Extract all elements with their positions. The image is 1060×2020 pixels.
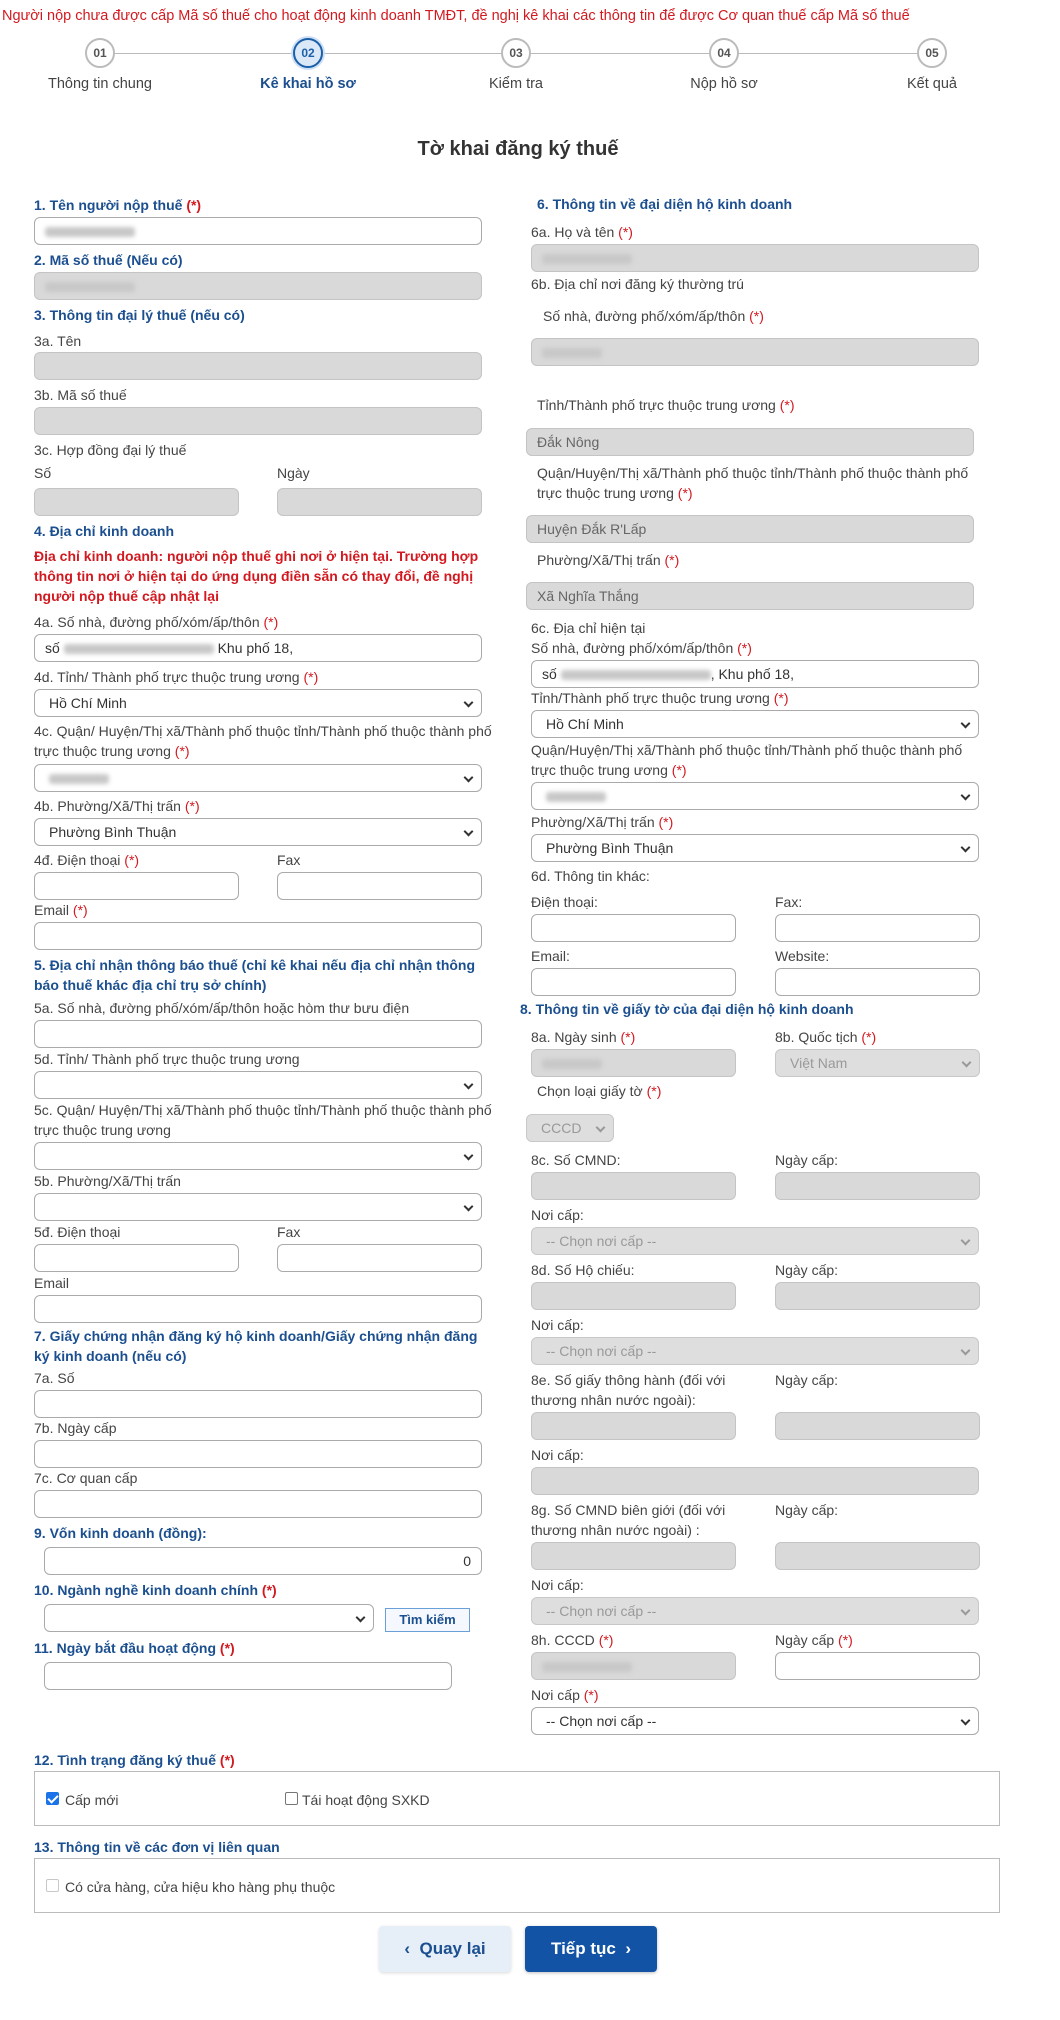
license-number-label: 7a. Số [34,1370,75,1386]
chevron-down-icon [961,1716,971,1726]
label-text: Số nhà, đường phố/xóm/ấp/thôn [531,640,734,656]
id-card-issue-date-label: Ngày cấp: [775,1152,839,1168]
reactivate-checkbox[interactable] [285,1792,298,1805]
main-industry-select[interactable] [44,1604,374,1632]
license-authority-label: 7c. Cơ quan cấp [34,1470,138,1486]
required-marker: (*) [72,902,88,918]
required-marker: (*) [184,798,200,814]
business-ward-label [34,798,200,814]
chevron-down-icon [464,773,474,783]
label-text: Phường Bình Thuận [49,824,177,840]
business-fax-label: Fax [277,852,301,868]
passport-issue-date-label: Ngày cấp: [775,1262,839,1278]
required-marker: (*) [618,224,633,240]
section-2-title: 2. Mã số thuế (Nếu có) [34,252,183,268]
travel-pass-issue-date-label: Ngày cấp: [775,1372,839,1388]
notice-ward-label: 5b. Phường/Xã/Thị trấn [34,1173,181,1189]
new-registration-checkbox[interactable] [46,1792,59,1805]
label-text: -- Chọn nơi cấp -- [546,1233,657,1249]
label-text: 4đ. Điện thoại [34,852,121,868]
label-text: 4b. Phường/Xã/Thị trấn [34,798,181,814]
rep-permanent-street-input [531,338,979,366]
step-1[interactable] [20,38,180,92]
section-10-title [34,1582,277,1598]
label-text: -- Chọn nơi cấp -- [546,1603,657,1619]
step-1-label: Thông tin chung [48,76,152,92]
label-text: 12. Tình trạng đăng ký thuế [34,1752,217,1768]
rep-email-input[interactable] [531,968,736,996]
business-district-label: 4c. Quận/ Huyện/Thị xã/Thành phố thuộc tỉnh/Thành phố thuộc thành phố [34,723,492,739]
chevron-down-icon [464,1202,474,1212]
step-2-label: Kê khai hồ sơ [260,76,356,92]
reactivate-label: Tái hoạt động SXKD [302,1792,430,1808]
step-5[interactable] [852,38,1012,92]
back-button[interactable] [379,1926,511,1972]
border-id-issue-place-select [531,1597,979,1625]
label-text: 10. Ngành nghề kinh doanh chính [34,1582,259,1598]
rep-permanent-street-label [543,308,764,324]
license-date-input[interactable] [34,1440,482,1468]
notice-phone-input[interactable] [34,1244,239,1272]
label-text: trực thuộc trung ương [531,762,668,778]
required-marker: (*) [773,690,789,706]
travel-pass-label-2: thương nhân nước ngoài): [531,1392,696,1408]
label-text: Email [34,902,70,918]
rep-permanent-district-label-2 [537,485,693,501]
chevron-right-icon: › [625,1939,631,1958]
business-province-label [34,669,318,685]
required-marker: (*) [779,397,795,413]
doc-type-select [526,1114,614,1142]
rep-permanent-ward-label [537,552,679,568]
section-8-title: 8. Thông tin về giấy tờ của đại diện hộ kinh doanh [520,1001,854,1017]
notice-district-label-2: trực thuộc trung ương [34,1122,171,1138]
redacted-value [542,1662,632,1672]
rep-other-info-label: 6d. Thông tin khác: [531,868,650,884]
label-text: Việt Nam [790,1055,848,1071]
business-ward-select[interactable] [34,818,482,846]
required-marker: (*) [677,485,693,501]
travel-pass-input [531,1412,736,1440]
required-marker: (*) [219,1752,235,1768]
label-text: 11. Ngày bắt đầu hoạt động [34,1640,217,1656]
section-6-title: 6. Thông tin về đại diện hộ kinh doanh [537,196,793,212]
rep-permanent-ward-input: Xã Nghĩa Thắng [526,582,974,610]
required-marker: (*) [671,762,687,778]
border-id-input [531,1542,736,1570]
notice-email-input[interactable] [34,1295,482,1323]
rep-current-address-label: 6c. Địa chỉ hiện tại [531,620,646,636]
label-text: 4a. Số nhà, đường phố/xóm/ấp/thôn [34,614,260,630]
rep-birthdate-input [531,1049,736,1077]
label-text: -- Chọn nơi cấp -- [546,1343,657,1359]
required-marker: (*) [303,669,319,685]
label-text: Hồ Chí Minh [546,716,624,732]
border-id-label: 8g. Số CMND biên giới (đối với [531,1502,726,1518]
cccd-issue-place-label [531,1687,599,1703]
chevron-down-icon [961,1346,971,1356]
required-marker: (*) [263,614,279,630]
rep-website-label: Website: [775,948,830,964]
passport-issue-place-label: Nơi cấp: [531,1317,584,1333]
rep-name-label [531,224,633,240]
license-date-label: 7b. Ngày cấp [34,1420,117,1436]
label-text: -- Chọn nơi cấp -- [546,1713,657,1729]
label-text: 1. Tên người nộp thuế [34,197,183,213]
notice-fax-label: Fax [277,1224,301,1240]
cccd-input [531,1652,736,1680]
required-marker: (*) [598,1632,614,1648]
label-text: Phường/Xã/Thị trấn [537,552,661,568]
notice-text: Người nộp chưa được cấp Mã số thuế cho hoạt động kinh doanh TMĐT, đề nghị kê khai các thông tin để được Cơ quan thuế cấp Mã số thuế [2,8,910,24]
passport-issue-date-input [775,1282,980,1310]
step-4-label: Nộp hồ sơ [690,76,758,92]
label-text: Số nhà, đường phố/xóm/ấp/thôn [543,308,746,324]
notice-street-input[interactable] [34,1020,482,1048]
chevron-down-icon [356,1613,366,1623]
registration-status-box [34,1771,1000,1826]
rep-email-label: Email: [531,948,570,964]
license-number-input[interactable] [34,1390,482,1418]
new-registration-label: Cấp mới [65,1792,119,1808]
next-button[interactable] [525,1926,657,1972]
agent-contract-date-input [277,488,482,516]
id-card-issue-place-label: Nơi cấp: [531,1207,584,1223]
redacted-value [64,644,214,654]
required-marker: (*) [124,852,140,868]
business-phone-label [34,852,139,868]
chevron-down-icon [961,1606,971,1616]
redacted-value [45,282,135,292]
business-street-label [34,614,278,630]
redacted-value [546,792,606,802]
business-email-input[interactable] [34,922,482,950]
label-text: 8h. CCCD [531,1632,595,1648]
rep-nationality-label [775,1029,876,1045]
agent-contract-number-input [34,488,239,516]
rep-permanent-district-label: Quận/Huyện/Thị xã/Thành phố thuộc tỉnh/Thành phố thuộc thành phố [537,465,969,481]
chevron-left-icon: ‹ [404,1939,411,1958]
doc-type-label [537,1083,661,1099]
section-1-title [34,197,201,213]
rep-current-province-label [531,690,789,706]
section-7-title-2: ký kinh doanh (nếu có) [34,1348,187,1364]
label-text: Tỉnh/Thành phố trực thuộc trung ương [531,690,770,706]
chevron-down-icon [962,1058,972,1068]
travel-pass-issue-place-input [531,1467,979,1495]
border-id-label-2: thương nhân nước ngoài) : [531,1522,700,1538]
chevron-down-icon [464,698,474,708]
label-text: Tiếp tục [551,1939,616,1958]
id-card-input [531,1172,736,1200]
border-id-issue-date-label: Ngày cấp: [775,1502,839,1518]
notice-province-select[interactable] [34,1071,482,1099]
business-province-select[interactable] [34,689,482,717]
label-text: số [542,666,557,682]
required-marker: (*) [658,814,674,830]
label-text: CCCD [541,1120,582,1136]
passport-issue-place-select [531,1337,979,1365]
travel-pass-issue-date-input [775,1412,980,1440]
redacted-value [561,670,711,680]
notice-district-label: 5c. Quận/ Huyện/Thị xã/Thành phố thuộc tỉnh/Thành phố thuộc thành phố [34,1102,492,1118]
taxpayer-name-input[interactable] [34,217,482,245]
section-4-title: 4. Địa chỉ kinh doanh [34,523,175,539]
industry-search-button[interactable]: Tìm kiếm [385,1608,470,1632]
license-authority-input[interactable] [34,1490,482,1518]
redacted-value [49,774,109,784]
form-title: Tờ khai đăng ký thuế [417,138,619,160]
label-text: Chọn loại giấy tờ [537,1083,643,1099]
label-text: Hồ Chí Minh [49,695,127,711]
capital-input[interactable]: 0 [44,1547,482,1575]
id-card-label: 8c. Số CMND: [531,1152,621,1168]
section-5-title-2: báo thuế khác địa chỉ trụ sở chính) [34,977,267,993]
required-marker: (*) [174,743,190,759]
chevron-down-icon [961,843,971,853]
step-4-number: 04 [709,38,739,68]
business-phone-input[interactable] [34,872,239,900]
label-text: 6a. Họ và tên [531,224,615,240]
required-marker: (*) [620,1029,636,1045]
rep-fax-input[interactable] [775,914,980,942]
chevron-down-icon [961,791,971,801]
required-marker: (*) [219,1640,235,1656]
cccd-issue-date-input[interactable] [775,1652,980,1680]
required-marker: (*) [737,640,752,656]
step-3-number: 03 [501,38,531,68]
business-district-select[interactable] [34,764,482,792]
agent-contract-date-label: Ngày [277,465,310,481]
step-2-number: 02 [293,38,323,68]
business-address-note: Địa chỉ kinh doanh: người nộp thuế ghi nơi ở hiện tại. Trường hợp thông tin nơi ở hiện tại do ứng dụng điền sẵn có thay đổi, đề nghị người nộp thuế cập nhật lại [34,548,479,604]
notice-phone-label: 5đ. Điện thoại [34,1224,121,1240]
required-marker: (*) [838,1632,853,1648]
chevron-down-icon [464,827,474,837]
rep-current-ward-label [531,814,673,830]
label-text: , Khu phố 18, [710,666,794,682]
rep-phone-input[interactable] [531,914,736,942]
required-marker: (*) [749,308,764,324]
step-4[interactable] [644,38,804,92]
business-email-label [34,902,88,918]
required-marker: (*) [646,1083,662,1099]
label-text: Khu phố 18, [217,640,294,656]
rep-permanent-address-label: 6b. Địa chỉ nơi đăng ký thường trú [531,276,744,292]
step-3[interactable] [436,38,596,92]
rep-phone-label: Điện thoại: [531,894,598,910]
chevron-down-icon [961,1236,971,1246]
agent-tax-code-label: 3b. Mã số thuế [34,387,127,403]
rep-current-district-select[interactable] [531,782,979,810]
rep-current-district-label: Quận/Huyện/Thị xã/Thành phố thuộc tỉnh/Thành phố thuộc thành phố [531,742,963,758]
business-district-label-2 [34,743,190,759]
agent-name-input [34,352,482,380]
required-marker: (*) [186,197,202,213]
id-card-issue-place-select [531,1227,979,1255]
label-text: Quay lại [419,1939,486,1958]
rep-current-street-label [531,640,752,656]
rep-nationality-select [775,1049,980,1077]
travel-pass-issue-place-label: Nơi cấp: [531,1447,584,1463]
section-12-title [34,1752,235,1768]
section-5-title: 5. Địa chỉ nhận thông báo thuế (chỉ kê khai nếu địa chỉ nhận thông [34,957,476,973]
dependent-store-checkbox[interactable] [46,1879,59,1892]
start-date-input[interactable] [44,1662,452,1690]
label-text: Phường Bình Thuận [546,840,674,856]
step-3-label: Kiểm tra [489,76,543,92]
notice-ward-select[interactable] [34,1193,482,1221]
section-3-title: 3. Thông tin đại lý thuế (nếu có) [34,307,245,323]
label-text: 4d. Tỉnh/ Thành phố trực thuộc trung ương [34,669,300,685]
notice-province-label: 5d. Tỉnh/ Thành phố trực thuộc trung ương [34,1051,300,1067]
rep-permanent-province-input: Đắk Nông [526,428,974,456]
label-text: Nơi cấp [531,1687,580,1703]
section-7-title: 7. Giấy chứng nhận đăng ký hộ kinh doanh/Giấy chứng nhận đăng [34,1328,478,1344]
redacted-value [542,1059,602,1069]
chevron-down-icon [464,1080,474,1090]
rep-birthdate-label [531,1029,635,1045]
border-id-issue-place-label: Nơi cấp: [531,1577,584,1593]
label-text: 8b. Quốc tịch [775,1029,858,1045]
label-text: Ngày cấp [775,1632,835,1648]
label-text: trực thuộc trung ương [34,743,171,759]
rep-current-province-select[interactable] [531,710,979,738]
dependent-store-label: Có cửa hàng, cửa hiệu kho hàng phụ thuộc [65,1879,336,1895]
rep-current-ward-select[interactable] [531,834,979,862]
rep-name-input [531,244,979,272]
label-text: số [45,640,60,656]
travel-pass-label: 8e. Số giấy thông hành (đối với [531,1372,726,1388]
notice-street-label: 5a. Số nhà, đường phố/xóm/ấp/thôn hoặc hòm thư bưu điện [34,1000,410,1016]
rep-current-street-input[interactable] [531,660,979,688]
business-fax-input[interactable] [277,872,482,900]
label-text: 8a. Ngày sinh [531,1029,617,1045]
step-5-label: Kết quả [907,76,957,92]
label-text: Phường/Xã/Thị trấn [531,814,655,830]
rep-fax-label: Fax: [775,894,803,910]
business-street-input[interactable] [34,634,482,662]
cccd-issue-date-label [775,1632,853,1648]
passport-label: 8d. Số Hộ chiếu: [531,1262,635,1278]
chevron-down-icon [464,1151,474,1161]
notice-email-label: Email [34,1275,70,1291]
passport-input [531,1282,736,1310]
notice-district-select[interactable] [34,1142,482,1170]
redacted-value [45,227,135,237]
label-text: Tỉnh/Thành phố trực thuộc trung ương [537,397,776,413]
required-marker: (*) [861,1029,877,1045]
rep-website-input[interactable] [775,968,980,996]
section-11-title [34,1640,235,1656]
notice-fax-input[interactable] [277,1244,482,1272]
section-13-title: 13. Thông tin về các đơn vị liên quan [34,1839,280,1855]
required-marker: (*) [664,552,680,568]
chevron-down-icon [961,719,971,729]
agent-contract-number-label: Số [34,465,52,481]
step-2[interactable] [228,38,388,92]
step-1-number: 01 [85,38,115,68]
redacted-value [542,254,632,264]
label-text: trực thuộc trung ương [537,485,674,501]
cccd-label [531,1632,613,1648]
tax-code-input [34,272,482,300]
required-marker: (*) [261,1582,277,1598]
required-marker: (*) [583,1687,599,1703]
rep-current-district-label-2 [531,762,687,778]
rep-permanent-province-label [537,397,795,413]
agent-tax-code-input [34,407,482,435]
agent-name-label: 3a. Tên [34,333,82,349]
section-9-title: 9. Vốn kinh doanh (đồng): [34,1525,207,1541]
step-5-number: 05 [917,38,947,68]
redacted-value [542,348,602,358]
id-card-issue-date-input [775,1172,980,1200]
agent-contract-label: 3c. Hợp đồng đại lý thuế [34,442,187,458]
cccd-issue-place-select[interactable] [531,1707,979,1735]
chevron-down-icon [596,1123,606,1133]
border-id-issue-date-input [775,1542,980,1570]
rep-permanent-district-input: Huyện Đắk R'Lấp [526,515,974,543]
